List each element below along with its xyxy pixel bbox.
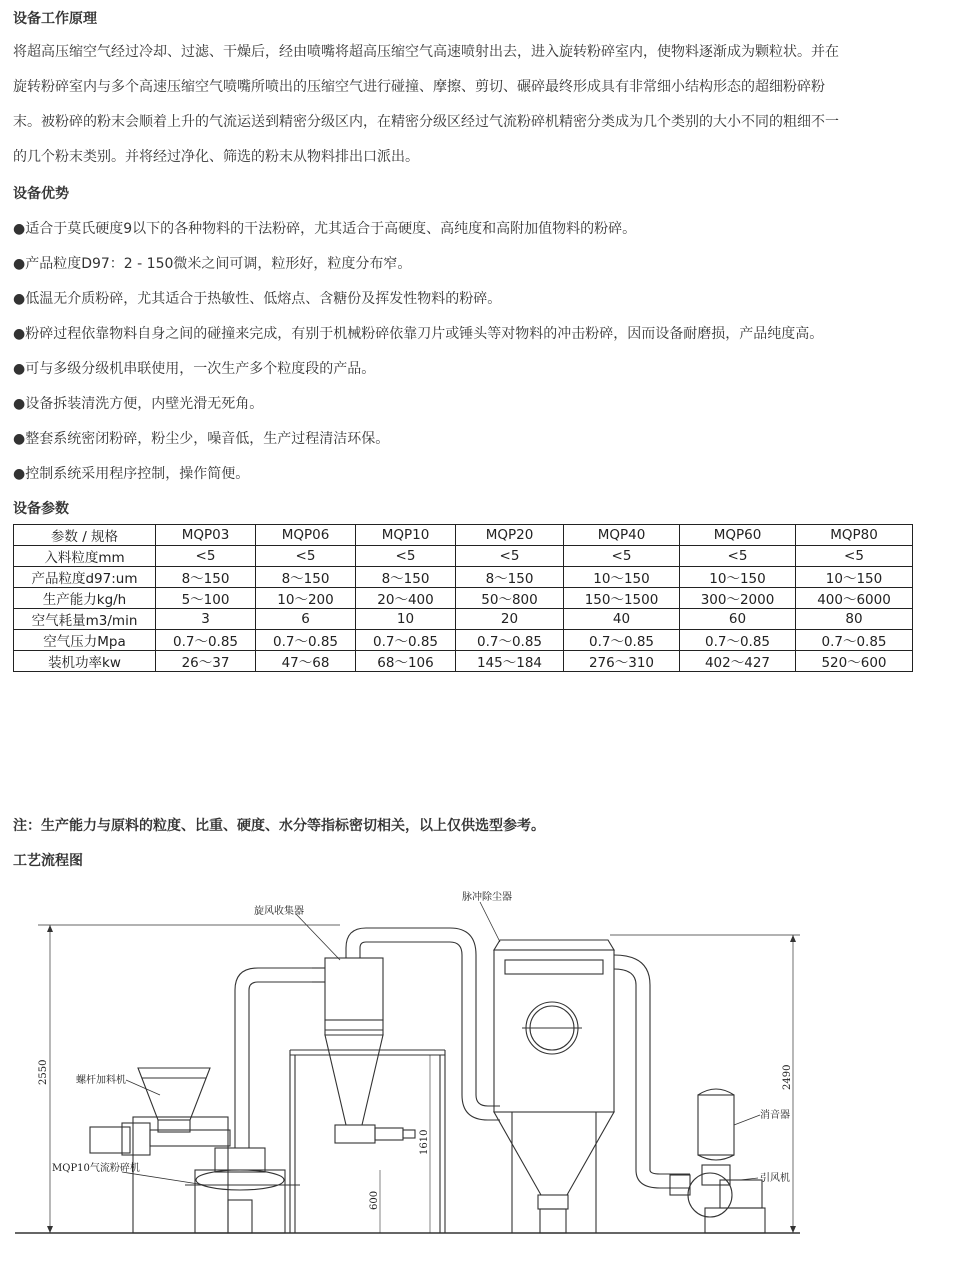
- table-cell: <5: [680, 546, 796, 567]
- dim-mid-height: 1610: [419, 1129, 430, 1155]
- table-cell: <5: [564, 546, 680, 567]
- table-row: [14, 546, 913, 567]
- table-row: [14, 567, 913, 588]
- advantage-item: ●粉碎过程依靠物料自身之间的碰撞来完成，有别于机械粉碎依靠刀片或锤头等对物料的冲击粉碎，因而设备耐磨损，产品纯度高。: [13, 326, 824, 342]
- table-cell: 生产能力kg/h: [14, 588, 156, 609]
- table-cell: <5: [796, 546, 913, 567]
- table-header-cell: MQP06: [256, 525, 356, 546]
- label-jet-mill: MQP10气流粉碎机: [52, 1163, 140, 1174]
- advantage-item: ●低温无介质粉碎，尤其适合于热敏性、低熔点、含糖份及挥发性物料的粉碎。: [13, 291, 502, 307]
- table-header-cell: MQP10: [356, 525, 456, 546]
- advantage-item: ●可与多级分级机串联使用，一次生产多个粒度段的产品。: [13, 361, 376, 377]
- table-cell: 8～150: [156, 567, 256, 588]
- params-table: [13, 524, 913, 672]
- table-cell: 0.7～0.85: [156, 630, 256, 651]
- dim-right-height: 2490: [782, 1064, 793, 1090]
- label-fan: 引风机: [760, 1173, 790, 1184]
- table-cell: 装机功率kw: [14, 651, 156, 672]
- label-dust-collector: 脉冲除尘器: [462, 892, 512, 903]
- principle-line: 的几个粉末类别。并将经过净化、筛选的粉末从物料排出口派出。: [13, 149, 419, 165]
- table-cell: 0.7～0.85: [256, 630, 356, 651]
- table-cell: 50～800: [456, 588, 564, 609]
- table-cell: 入料粒度mm: [14, 546, 156, 567]
- table-cell: 47～68: [256, 651, 356, 672]
- table-row: [14, 630, 913, 651]
- table-cell: 400～6000: [796, 588, 913, 609]
- table-cell: 20～400: [356, 588, 456, 609]
- table-cell: 10～150: [564, 567, 680, 588]
- flow-heading: 工艺流程图: [13, 853, 83, 869]
- table-cell: 145～184: [456, 651, 564, 672]
- principle-text: [13, 35, 913, 175]
- table-cell: 0.7～0.85: [680, 630, 796, 651]
- advantage-item: ●设备拆装清洗方便，内壁光滑无死角。: [13, 396, 264, 412]
- advantage-item: ●适合于莫氏硬度9以下的各种物料的干法粉碎，尤其适合于高硬度、高纯度和高附加值物料的粉碎。: [13, 221, 637, 237]
- table-cell: 20: [456, 609, 564, 630]
- table-cell: 0.7～0.85: [356, 630, 456, 651]
- table-cell: 空气压力Mpa: [14, 630, 156, 651]
- advantage-item: ●整套系统密闭粉碎，粉尘少，噪音低，生产过程清洁环保。: [13, 431, 390, 447]
- table-cell: <5: [156, 546, 256, 567]
- table-cell: 8～150: [356, 567, 456, 588]
- table-cell: 10～200: [256, 588, 356, 609]
- table-row: [14, 651, 913, 672]
- table-cell: 8～150: [256, 567, 356, 588]
- table-cell: 276～310: [564, 651, 680, 672]
- process-flow-diagram: [0, 880, 961, 1264]
- advantage-item: ●控制系统采用程序控制，操作简便。: [13, 466, 250, 482]
- table-header-cell: MQP03: [156, 525, 256, 546]
- table-cell: 0.7～0.85: [796, 630, 913, 651]
- table-cell: 402～427: [680, 651, 796, 672]
- dim-total-height: 2550: [38, 1059, 49, 1085]
- table-cell: 10: [356, 609, 456, 630]
- principle-line: 将超高压缩空气经过冷却、过滤、干燥后，经由喷嘴将超高压缩空气高速喷射出去，进入旋转粉碎室内，使物料逐渐成为颗粒状。并在: [13, 44, 839, 60]
- advantages-heading: 设备优势: [13, 186, 69, 202]
- table-cell: <5: [356, 546, 456, 567]
- table-cell: 68～106: [356, 651, 456, 672]
- table-header-cell: MQP40: [564, 525, 680, 546]
- table-cell: 80: [796, 609, 913, 630]
- table-header-row: [14, 525, 913, 546]
- table-row: [14, 609, 913, 630]
- table-header-cell: MQP20: [456, 525, 564, 546]
- table-cell: 5～100: [156, 588, 256, 609]
- table-cell: <5: [256, 546, 356, 567]
- advantage-item: ●产品粒度D97：2 - 150微米之间可调，粒形好，粒度分布窄。: [13, 256, 412, 272]
- table-cell: 3: [156, 609, 256, 630]
- dim-low-height: 600: [369, 1190, 380, 1210]
- label-silencer: 消音器: [760, 1110, 790, 1121]
- table-cell: 60: [680, 609, 796, 630]
- principle-line: 末。被粉碎的粉末会顺着上升的气流运送到精密分级区内，在精密分级区经过气流粉碎机精密分类成为几个类别的大小不同的粗细不一: [13, 114, 839, 130]
- table-cell: 产品粒度d97:um: [14, 567, 156, 588]
- table-header-cell: MQP80: [796, 525, 913, 546]
- table-cell: 0.7～0.85: [456, 630, 564, 651]
- principle-heading: 设备工作原理: [13, 11, 97, 27]
- table-cell: 10～150: [680, 567, 796, 588]
- table-cell: 26～37: [156, 651, 256, 672]
- table-header-cell: MQP60: [680, 525, 796, 546]
- table-header-cell: 参数 / 规格: [14, 525, 156, 546]
- table-cell: 6: [256, 609, 356, 630]
- table-cell: 10～150: [796, 567, 913, 588]
- table-row: [14, 588, 913, 609]
- table-cell: 8～150: [456, 567, 564, 588]
- principle-line: 旋转粉碎室内与多个高速压缩空气喷嘴所喷出的压缩空气进行碰撞、摩擦、剪切、碾碎最终形成具有非常细小结构形态的超细粉碎粉: [13, 79, 825, 95]
- table-cell: 520～600: [796, 651, 913, 672]
- table-cell: <5: [456, 546, 564, 567]
- params-heading: 设备参数: [13, 501, 69, 517]
- label-screw-feeder: 螺杆加料机: [76, 1075, 126, 1086]
- table-cell: 空气耗量m3/min: [14, 609, 156, 630]
- table-cell: 40: [564, 609, 680, 630]
- selection-note: 注：生产能力与原料的粒度、比重、硬度、水分等指标密切相关，以上仅供选型参考。: [13, 818, 545, 834]
- table-cell: 0.7～0.85: [564, 630, 680, 651]
- label-cyclone: 旋风收集器: [254, 906, 304, 917]
- table-cell: 300～2000: [680, 588, 796, 609]
- table-cell: 150～1500: [564, 588, 680, 609]
